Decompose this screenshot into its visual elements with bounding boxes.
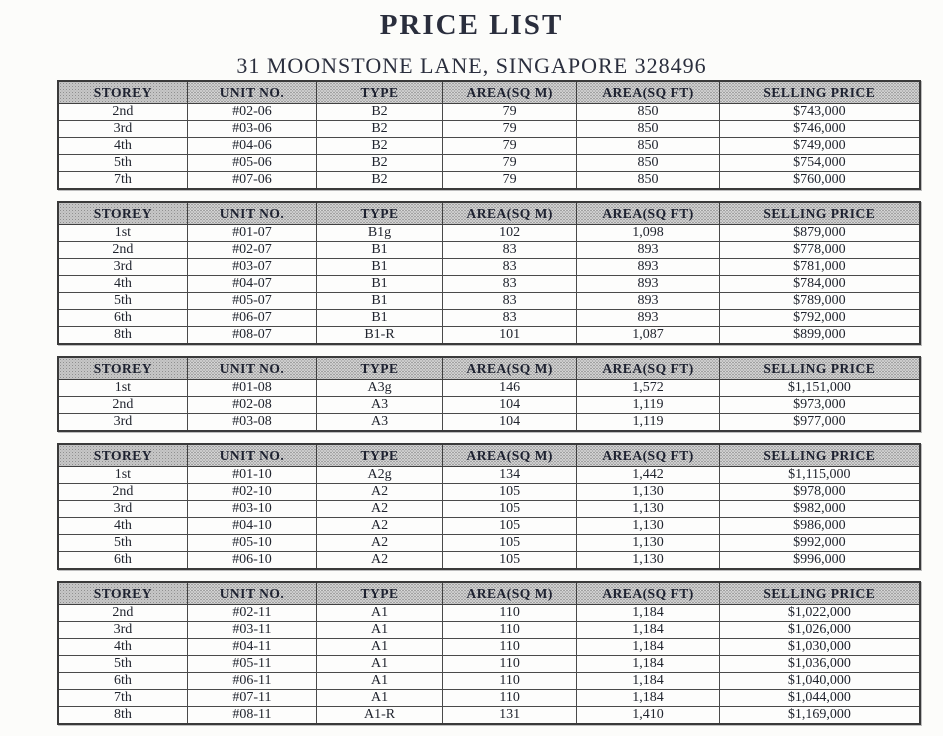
table-cell: #01-07 (187, 225, 316, 242)
column-header: SELLING PRICE (719, 582, 920, 605)
table-cell: 4th (58, 518, 187, 535)
table-cell: 110 (442, 673, 576, 690)
table-cell: $1,044,000 (719, 690, 920, 707)
table-row (58, 276, 920, 293)
table-cell: 5th (58, 535, 187, 552)
column-header: AREA(SQ M) (442, 81, 576, 104)
table-cell: 8th (58, 327, 187, 345)
column-header: STOREY (58, 81, 187, 104)
table-row (58, 121, 920, 138)
table-cell: $789,000 (719, 293, 920, 310)
table-cell: 83 (442, 259, 576, 276)
table-row (58, 639, 920, 656)
table-row (58, 518, 920, 535)
table-cell: B2 (317, 155, 443, 172)
table-row (58, 673, 920, 690)
table-cell: 1,130 (577, 518, 719, 535)
table-row (58, 259, 920, 276)
table-row (58, 656, 920, 673)
table-cell: 83 (442, 276, 576, 293)
table-cell: 1,130 (577, 501, 719, 518)
table-cell: #06-07 (187, 310, 316, 327)
table-cell: A2g (317, 467, 443, 484)
table-cell: A2 (317, 518, 443, 535)
table-cell: 850 (577, 172, 719, 190)
table-cell: #06-11 (187, 673, 316, 690)
table-cell: 1,442 (577, 467, 719, 484)
table-cell: #05-10 (187, 535, 316, 552)
header-row (58, 582, 920, 605)
table-row (58, 414, 920, 432)
table-cell: 79 (442, 172, 576, 190)
table-cell: 2nd (58, 484, 187, 501)
table-cell: $1,169,000 (719, 707, 920, 725)
table-cell: #04-07 (187, 276, 316, 293)
table-cell: $1,022,000 (719, 605, 920, 622)
table-cell: $1,151,000 (719, 380, 920, 397)
table-row (58, 293, 920, 310)
table-cell: $749,000 (719, 138, 920, 155)
price-table-4 (57, 443, 921, 570)
column-header: UNIT NO. (187, 582, 316, 605)
table-cell: B1 (317, 310, 443, 327)
table-cell: $1,115,000 (719, 467, 920, 484)
table-cell: 6th (58, 673, 187, 690)
table-cell: 110 (442, 622, 576, 639)
column-header: AREA(SQ FT) (577, 81, 719, 104)
table-cell: 146 (442, 380, 576, 397)
column-header: UNIT NO. (187, 202, 316, 225)
column-header: SELLING PRICE (719, 444, 920, 467)
table-cell: $986,000 (719, 518, 920, 535)
table-row (58, 501, 920, 518)
table-cell: A1 (317, 639, 443, 656)
column-header: UNIT NO. (187, 357, 316, 380)
table-cell: 1,184 (577, 690, 719, 707)
table-cell: A1 (317, 605, 443, 622)
price-table-5 (57, 581, 921, 725)
table-cell: 1st (58, 467, 187, 484)
table-cell: 3rd (58, 259, 187, 276)
table-cell: 4th (58, 639, 187, 656)
table-cell: $973,000 (719, 397, 920, 414)
table-cell: 1,184 (577, 656, 719, 673)
table-row (58, 327, 920, 345)
table-cell: #02-11 (187, 605, 316, 622)
table-cell: #03-10 (187, 501, 316, 518)
table-cell: B2 (317, 121, 443, 138)
column-header: UNIT NO. (187, 81, 316, 104)
table-cell: #01-08 (187, 380, 316, 397)
table-cell: 105 (442, 484, 576, 501)
table-cell: B1 (317, 242, 443, 259)
table-cell: B1-R (317, 327, 443, 345)
column-header: TYPE (317, 444, 443, 467)
table-row (58, 484, 920, 501)
table-cell: 3rd (58, 501, 187, 518)
table-cell: #06-10 (187, 552, 316, 570)
table-cell: 79 (442, 155, 576, 172)
column-header: AREA(SQ FT) (577, 444, 719, 467)
table-cell: B2 (317, 138, 443, 155)
table-row (58, 535, 920, 552)
column-header: AREA(SQ M) (442, 582, 576, 605)
table-cell: A3g (317, 380, 443, 397)
table-cell: A3 (317, 397, 443, 414)
table-cell: 2nd (58, 104, 187, 121)
table-cell: 8th (58, 707, 187, 725)
column-header: AREA(SQ FT) (577, 582, 719, 605)
table-cell: #02-07 (187, 242, 316, 259)
table-cell: B1g (317, 225, 443, 242)
table-cell: A2 (317, 535, 443, 552)
column-header: AREA(SQ FT) (577, 202, 719, 225)
table-cell: 131 (442, 707, 576, 725)
table-cell: #05-06 (187, 155, 316, 172)
table-cell: #04-06 (187, 138, 316, 155)
column-header: TYPE (317, 81, 443, 104)
table-cell: 105 (442, 518, 576, 535)
table-cell: A1-R (317, 707, 443, 725)
table-cell: 1,130 (577, 484, 719, 501)
table-cell: A1 (317, 622, 443, 639)
table-cell: A1 (317, 673, 443, 690)
page-title: PRICE LIST (379, 9, 564, 41)
table-cell: 104 (442, 397, 576, 414)
table-cell: $992,000 (719, 535, 920, 552)
table-cell: #04-10 (187, 518, 316, 535)
table-cell: B1 (317, 276, 443, 293)
table-cell: #03-06 (187, 121, 316, 138)
table-cell: #03-08 (187, 414, 316, 432)
table-cell: 1,184 (577, 639, 719, 656)
table-cell: $978,000 (719, 484, 920, 501)
column-header: TYPE (317, 357, 443, 380)
table-cell: $996,000 (719, 552, 920, 570)
table-cell: 4th (58, 138, 187, 155)
table-cell: $1,030,000 (719, 639, 920, 656)
table-cell: $977,000 (719, 414, 920, 432)
table-cell: 1st (58, 225, 187, 242)
table-cell: #02-10 (187, 484, 316, 501)
column-header: SELLING PRICE (719, 202, 920, 225)
table-cell: A1 (317, 656, 443, 673)
table-cell: 110 (442, 605, 576, 622)
table-row (58, 622, 920, 639)
table-cell: 79 (442, 138, 576, 155)
table-cell: #07-06 (187, 172, 316, 190)
table-cell: 6th (58, 310, 187, 327)
table-cell: 850 (577, 155, 719, 172)
table-cell: B2 (317, 104, 443, 121)
table-cell: 893 (577, 276, 719, 293)
table-cell: 105 (442, 501, 576, 518)
table-cell: 1,410 (577, 707, 719, 725)
table-row (58, 380, 920, 397)
table-cell: #08-11 (187, 707, 316, 725)
table-cell: 1,572 (577, 380, 719, 397)
column-header: SELLING PRICE (719, 81, 920, 104)
table-cell: $982,000 (719, 501, 920, 518)
table-cell: 7th (58, 172, 187, 190)
table-row (58, 690, 920, 707)
table-cell: 83 (442, 293, 576, 310)
table-cell: $754,000 (719, 155, 920, 172)
table-cell: 105 (442, 552, 576, 570)
table-cell: #04-11 (187, 639, 316, 656)
table-cell: 893 (577, 259, 719, 276)
price-table-2 (57, 201, 921, 345)
table-cell: A2 (317, 552, 443, 570)
table-cell: A1 (317, 690, 443, 707)
table-cell: 3rd (58, 414, 187, 432)
table-cell: $781,000 (719, 259, 920, 276)
table-cell: $743,000 (719, 104, 920, 121)
price-table-1 (57, 80, 921, 190)
column-header: TYPE (317, 202, 443, 225)
table-row (58, 605, 920, 622)
table-cell: 2nd (58, 242, 187, 259)
table-cell: 893 (577, 242, 719, 259)
column-header: AREA(SQ M) (442, 202, 576, 225)
table-cell: 105 (442, 535, 576, 552)
column-header: STOREY (58, 444, 187, 467)
table-cell: 5th (58, 656, 187, 673)
table-cell: B1 (317, 293, 443, 310)
table-cell: $760,000 (719, 172, 920, 190)
table-cell: 7th (58, 690, 187, 707)
table-cell: 110 (442, 690, 576, 707)
table-row (58, 707, 920, 725)
column-header: STOREY (58, 582, 187, 605)
table-row (58, 138, 920, 155)
table-cell: 3rd (58, 622, 187, 639)
table-row (58, 104, 920, 121)
table-cell: $1,036,000 (719, 656, 920, 673)
table-cell: 101 (442, 327, 576, 345)
tables-container (57, 80, 921, 736)
table-cell: $746,000 (719, 121, 920, 138)
table-cell: A3 (317, 414, 443, 432)
column-header: SELLING PRICE (719, 357, 920, 380)
table-cell: A2 (317, 484, 443, 501)
column-header: TYPE (317, 582, 443, 605)
table-cell: 1,087 (577, 327, 719, 345)
table-cell: $879,000 (719, 225, 920, 242)
table-cell: 104 (442, 414, 576, 432)
table-cell: 893 (577, 310, 719, 327)
table-cell: 3rd (58, 121, 187, 138)
table-cell: 1,098 (577, 225, 719, 242)
table-cell: 850 (577, 121, 719, 138)
table-cell: 2nd (58, 397, 187, 414)
table-cell: #05-07 (187, 293, 316, 310)
table-cell: 1,130 (577, 552, 719, 570)
table-cell: 1st (58, 380, 187, 397)
table-cell: #02-06 (187, 104, 316, 121)
table-cell: $784,000 (719, 276, 920, 293)
table-cell: $899,000 (719, 327, 920, 345)
table-cell: #03-07 (187, 259, 316, 276)
table-row (58, 310, 920, 327)
table-cell: B1 (317, 259, 443, 276)
table-row (58, 155, 920, 172)
table-row (58, 397, 920, 414)
table-cell: 110 (442, 656, 576, 673)
table-cell: B2 (317, 172, 443, 190)
page-subtitle: 31 MOONSTONE LANE, SINGAPORE 328496 (236, 53, 707, 78)
table-cell: A2 (317, 501, 443, 518)
table-cell: 1,184 (577, 673, 719, 690)
table-cell: 134 (442, 467, 576, 484)
table-cell: #02-08 (187, 397, 316, 414)
column-header: STOREY (58, 202, 187, 225)
table-cell: 1,184 (577, 622, 719, 639)
table-row (58, 242, 920, 259)
table-cell: #08-07 (187, 327, 316, 345)
table-cell: $1,040,000 (719, 673, 920, 690)
table-cell: 1,184 (577, 605, 719, 622)
table-cell: #07-11 (187, 690, 316, 707)
header-row (58, 357, 920, 380)
table-cell: 893 (577, 293, 719, 310)
table-row (58, 225, 920, 242)
table-row (58, 467, 920, 484)
header-row (58, 202, 920, 225)
table-row (58, 552, 920, 570)
table-cell: 850 (577, 138, 719, 155)
table-cell: 83 (442, 242, 576, 259)
column-header: AREA(SQ M) (442, 357, 576, 380)
table-cell: 5th (58, 293, 187, 310)
price-table-3 (57, 356, 921, 432)
table-cell: 6th (58, 552, 187, 570)
table-cell: $792,000 (719, 310, 920, 327)
table-cell: #01-10 (187, 467, 316, 484)
table-cell: 79 (442, 121, 576, 138)
table-cell: 850 (577, 104, 719, 121)
table-cell: 5th (58, 155, 187, 172)
column-header: STOREY (58, 357, 187, 380)
column-header: AREA(SQ M) (442, 444, 576, 467)
table-cell: 1,119 (577, 397, 719, 414)
header-row (58, 444, 920, 467)
table-cell: 83 (442, 310, 576, 327)
table-cell: #05-11 (187, 656, 316, 673)
column-header: AREA(SQ FT) (577, 357, 719, 380)
table-cell: #03-11 (187, 622, 316, 639)
table-cell: $778,000 (719, 242, 920, 259)
table-cell: 1,130 (577, 535, 719, 552)
table-cell: $1,026,000 (719, 622, 920, 639)
table-cell: 1,119 (577, 414, 719, 432)
table-cell: 102 (442, 225, 576, 242)
table-cell: 110 (442, 639, 576, 656)
table-cell: 2nd (58, 605, 187, 622)
table-cell: 79 (442, 104, 576, 121)
column-header: UNIT NO. (187, 444, 316, 467)
table-cell: 4th (58, 276, 187, 293)
header-row (58, 81, 920, 104)
table-row (58, 172, 920, 190)
